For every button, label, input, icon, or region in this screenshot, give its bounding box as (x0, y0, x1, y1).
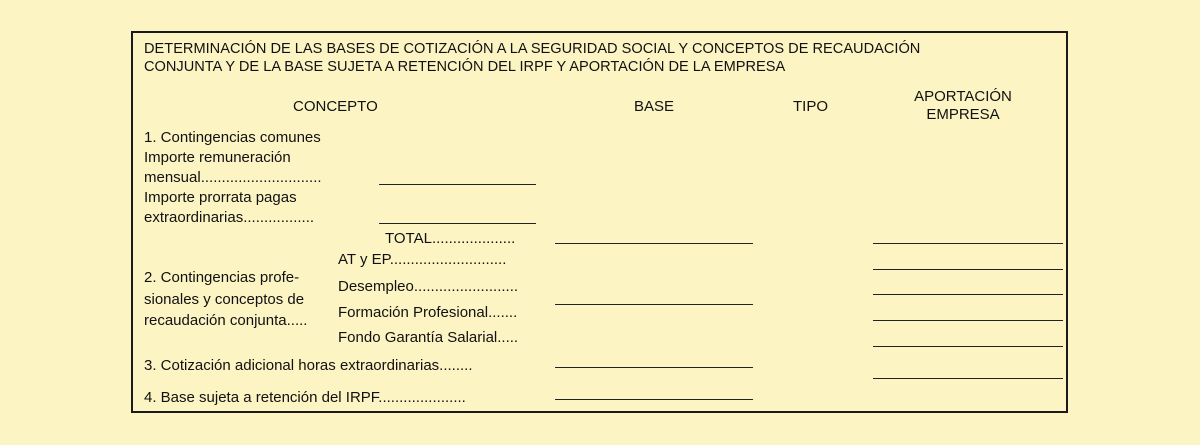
item-at-ep: AT y EP............................ (338, 251, 507, 268)
prorrata-label-line2: extraordinarias................. (144, 209, 315, 226)
remuneracion-label-line2: mensual............................. (144, 169, 322, 186)
total-aportacion-line[interactable] (873, 243, 1063, 244)
section2-base-line[interactable] (555, 304, 753, 305)
total-label: TOTAL.................... (385, 230, 516, 247)
item-desempleo: Desempleo......................... (338, 278, 519, 295)
prorrata-input-line[interactable] (379, 223, 536, 224)
section3-label: 3. Cotización adicional horas extraordinarias........ (144, 357, 473, 374)
item-formacion-profesional: Formación Profesional....... (338, 304, 518, 321)
column-header-aportacion-line2: EMPRESA (926, 106, 1000, 123)
column-header-aportacion-line1: APORTACIÓN (914, 88, 1012, 105)
form-title-line1: DETERMINACIÓN DE LAS BASES DE COTIZACIÓN A LA SEGURIDAD SOCIAL Y CONCEPTOS DE RECAUDACIÓN (144, 41, 921, 57)
column-header-base: BASE (634, 98, 675, 115)
section3-base-line[interactable] (555, 367, 753, 368)
remuneracion-label-line1: Importe remuneración (144, 149, 291, 166)
contribution-form (131, 31, 1068, 413)
section1-heading: 1. Contingencias comunes (144, 129, 321, 146)
formacion-aportacion-line[interactable] (873, 320, 1063, 321)
total-base-line[interactable] (555, 243, 753, 244)
section2-heading-line3: recaudación conjunta..... (144, 312, 308, 329)
remuneracion-input-line[interactable] (379, 184, 536, 185)
section2-heading-line2: sionales y conceptos de (144, 291, 305, 308)
section3-aportacion-line[interactable] (873, 378, 1063, 379)
item-fondo-garantia-salarial: Fondo Garantía Salarial..... (338, 329, 519, 346)
column-header-concepto: CONCEPTO (293, 98, 378, 115)
section4-label: 4. Base sujeta a retención del IRPF..................... (144, 389, 466, 406)
prorrata-label-line1: Importe prorrata pagas (144, 189, 297, 206)
desempleo-aportacion-line[interactable] (873, 294, 1063, 295)
column-header-aportacion (873, 88, 1053, 124)
section2-heading-line1: 2. Contingencias profe- (144, 269, 300, 286)
column-header-tipo: TIPO (793, 98, 829, 115)
section4-base-line[interactable] (555, 399, 753, 400)
fondo-aportacion-line[interactable] (873, 346, 1063, 347)
form-title-line2: CONJUNTA Y DE LA BASE SUJETA A RETENCIÓN DEL IRPF Y APORTACIÓN DE LA EMPRESA (144, 59, 786, 75)
at-ep-aportacion-line[interactable] (873, 269, 1063, 270)
